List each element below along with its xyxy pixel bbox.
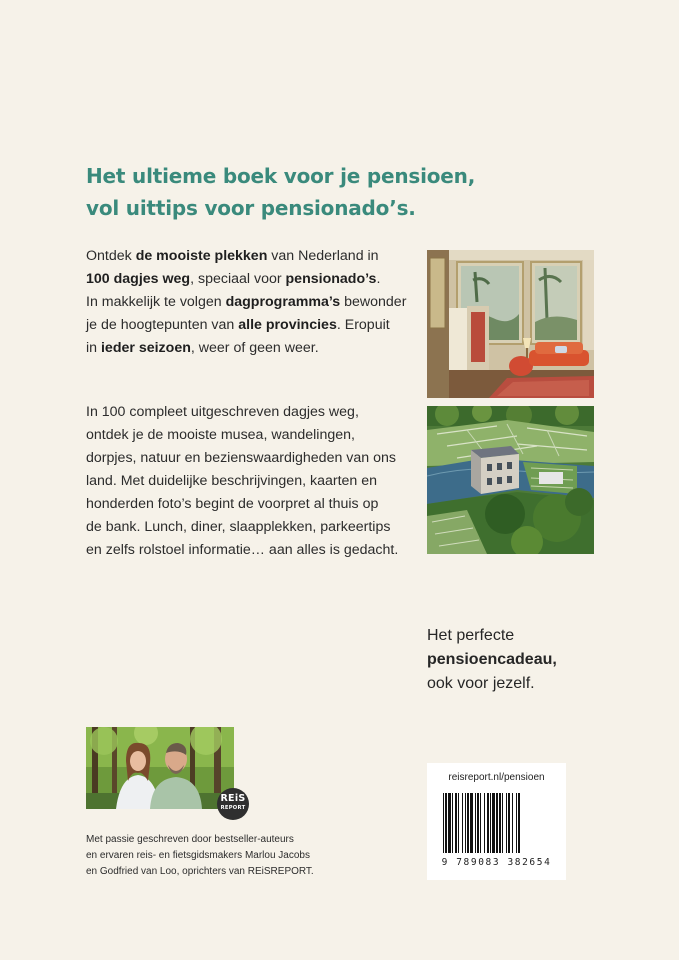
interior-photo-illustration	[427, 250, 594, 398]
headline-line: vol uittips voor pensionado’s.	[86, 196, 416, 220]
bold-span: 100 dagjes weg	[86, 271, 191, 287]
isbn-number: 9 789083 382654	[441, 857, 552, 868]
body-paragraph	[86, 401, 399, 562]
body-line: honderden foto’s begint de voorpret al thuis op	[86, 496, 379, 512]
authors-photo	[86, 727, 234, 809]
body-line: land. Met duidelijke beschrijvingen, kaarten en	[86, 473, 378, 489]
gift-line	[427, 648, 627, 672]
badge-line: REPORT	[220, 805, 246, 811]
credits-line: en Godfried van Loo, oprichters van REiSREPORT.	[86, 866, 314, 877]
reisreport-logo-badge	[217, 788, 249, 820]
intro-line	[86, 337, 386, 360]
text-span: in	[86, 340, 101, 356]
gift-bold: pensioencadeau,	[427, 651, 557, 668]
text-span: je de hoogtepunten van	[86, 317, 239, 333]
bold-span: ieder seizoen	[100, 340, 191, 356]
bold-span: dagprogramma’s	[225, 294, 341, 310]
credits-line: en ervaren reis- en fietsgidsmakers Marlou Jacobs	[86, 850, 310, 861]
intro-paragraph	[86, 245, 407, 360]
text-span: bewonder	[340, 294, 407, 310]
authors-photo-illustration	[86, 727, 234, 809]
badge-line: REiS	[220, 793, 246, 804]
intro-line	[86, 291, 407, 314]
body-line: In 100 compleet uitgeschreven dagjes weg,	[86, 404, 359, 420]
text-span: In makkelijk te volgen	[86, 294, 226, 310]
headline-line: Het ultieme boek voor je pensioen,	[86, 164, 476, 188]
castle-aerial-photo	[427, 406, 594, 554]
castle-aerial-illustration	[427, 406, 594, 554]
body-line: dorpjes, natuur en bezienswaardigheden van ons	[86, 450, 396, 466]
interior-photo	[427, 250, 594, 398]
barcode-icon	[443, 793, 550, 853]
website-url: reisreport.nl/pensioen	[448, 772, 545, 783]
intro-line	[86, 245, 386, 268]
text-span: .	[376, 271, 381, 287]
text-span: Ontdek	[86, 248, 136, 264]
intro-line	[86, 314, 390, 337]
bold-span: alle provincies	[238, 317, 337, 333]
intro-line	[86, 268, 386, 291]
gift-line: Het perfecte	[427, 627, 515, 644]
text-span: . Eropuit	[336, 317, 390, 333]
gift-line: ook voor jezelf.	[427, 675, 535, 692]
bold-span: pensionado’s	[285, 271, 377, 287]
text-span: , speciaal voor	[190, 271, 286, 287]
body-line: de bank. Lunch, diner, slaapplekken, parkeertips	[86, 519, 391, 535]
body-line: ontdek je de mooiste musea, wandelingen,	[86, 427, 355, 443]
text-span: , weer of geen weer.	[190, 340, 319, 356]
isbn-barcode-box	[427, 763, 566, 880]
headline	[86, 160, 506, 224]
text-span: van Nederland in	[267, 248, 379, 264]
body-line: en zelfs rolstoel informatie… aan alles is gedacht.	[86, 542, 399, 558]
author-credits	[86, 832, 386, 880]
bold-span: de mooiste plekken	[135, 248, 268, 264]
credits-line: Met passie geschreven door bestseller-auteurs	[86, 834, 294, 845]
gift-tagline	[427, 624, 627, 696]
